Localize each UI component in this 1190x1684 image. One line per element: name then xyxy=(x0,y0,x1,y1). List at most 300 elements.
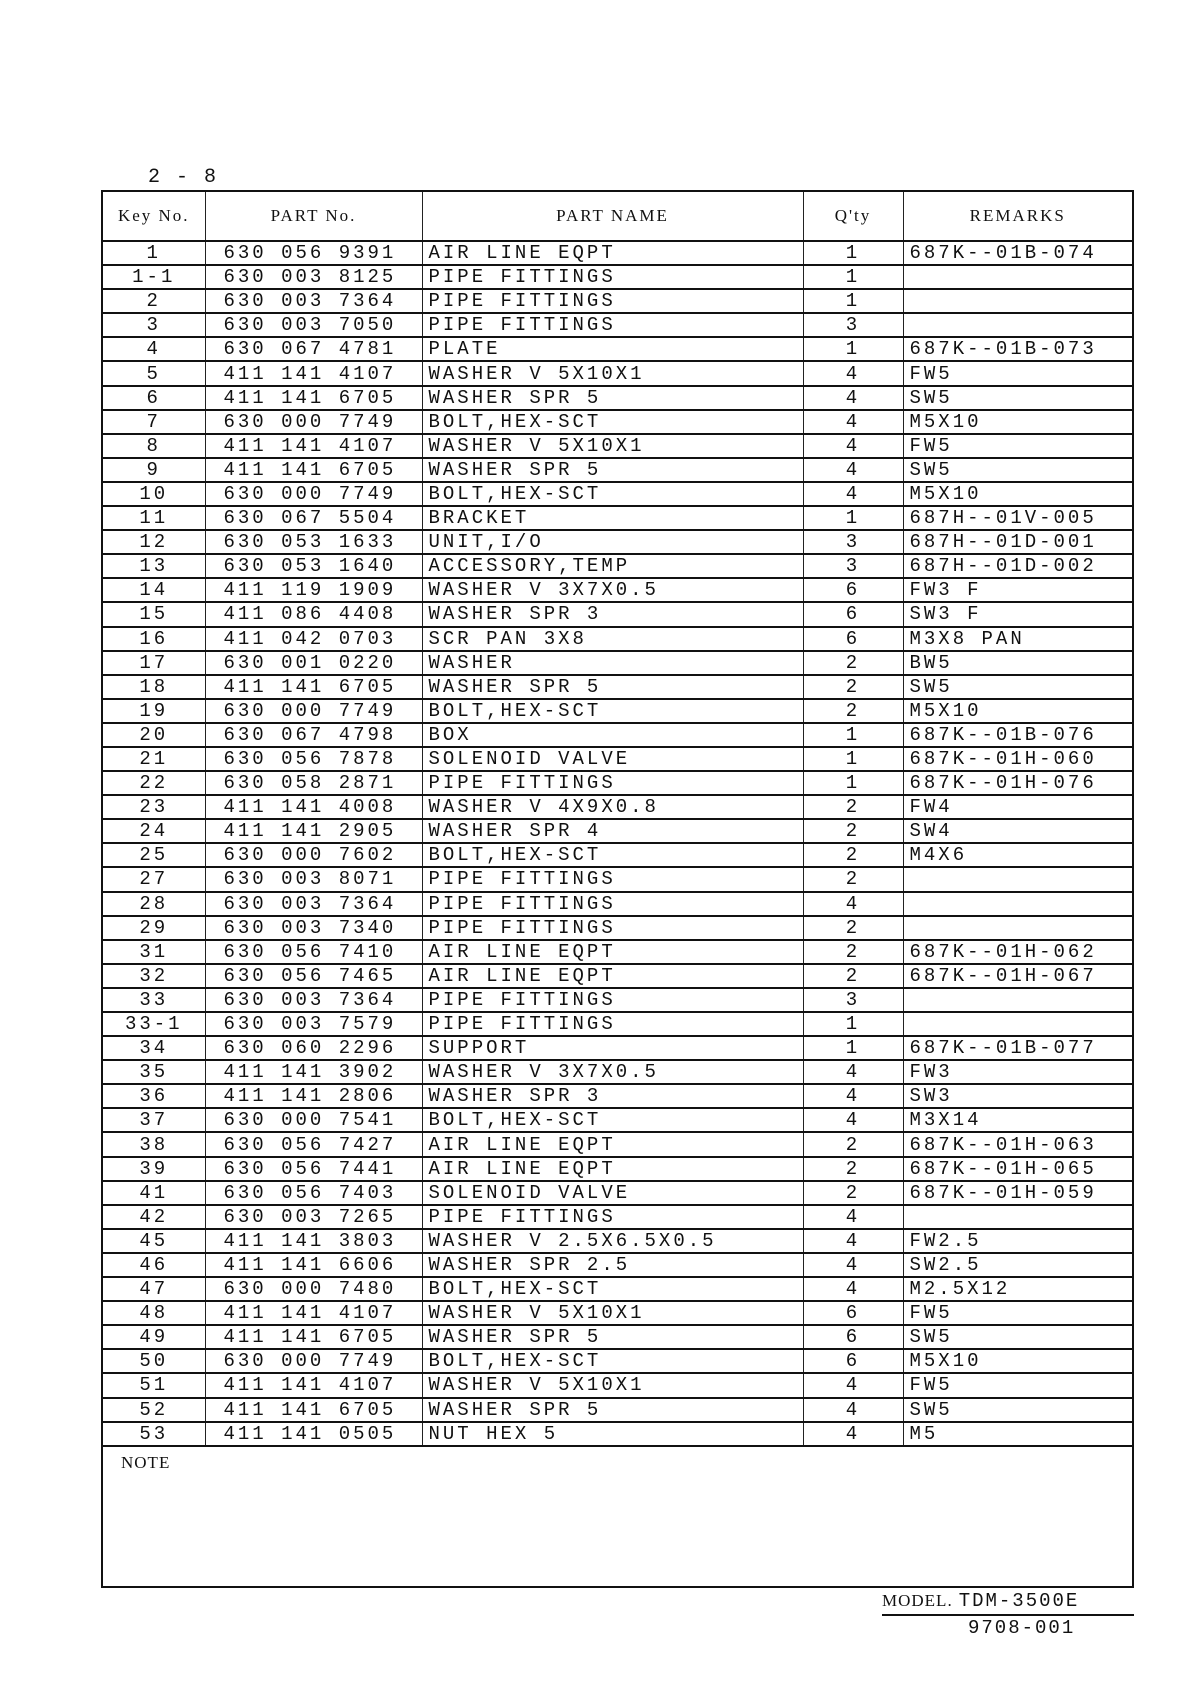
table-row xyxy=(103,988,1132,1012)
part-no-cell: 630 000 7749 xyxy=(205,699,422,723)
part-no-cell: 630 001 0220 xyxy=(205,651,422,675)
table-row xyxy=(103,1277,1132,1301)
remarks-cell: FW3 xyxy=(903,1060,1132,1084)
table-row xyxy=(103,1012,1132,1036)
qty-cell: 6 xyxy=(803,1325,903,1349)
part-no-cell: 630 003 8125 xyxy=(205,265,422,289)
remarks-cell xyxy=(903,916,1132,940)
qty-cell: 1 xyxy=(803,265,903,289)
key-no-cell: 12 xyxy=(103,530,205,554)
part-name-cell: UNIT,I/O xyxy=(422,530,803,554)
note-label: NOTE xyxy=(121,1452,171,1472)
remarks-cell xyxy=(903,1205,1132,1229)
part-name-cell: AIR LINE EQPT xyxy=(422,241,803,265)
qty-cell: 2 xyxy=(803,675,903,699)
part-no-cell: 411 141 6705 xyxy=(205,458,422,482)
parts-list-sheet xyxy=(101,190,1134,1588)
part-name-cell: PIPE FITTINGS xyxy=(422,313,803,337)
part-name-cell: AIR LINE EQPT xyxy=(422,964,803,988)
remarks-cell: 687K--01H-063 xyxy=(903,1132,1132,1156)
part-name-cell: WASHER SPR 5 xyxy=(422,675,803,699)
part-name-cell: WASHER SPR 2.5 xyxy=(422,1253,803,1277)
key-no-cell: 21 xyxy=(103,747,205,771)
table-row xyxy=(103,723,1132,747)
key-no-cell: 17 xyxy=(103,651,205,675)
remarks-cell: SW4 xyxy=(903,819,1132,843)
key-no-cell: 11 xyxy=(103,506,205,530)
qty-cell: 4 xyxy=(803,1060,903,1084)
remarks-cell: M5X10 xyxy=(903,482,1132,506)
part-name-cell: WASHER SPR 4 xyxy=(422,819,803,843)
remarks-cell: M2.5X12 xyxy=(903,1277,1132,1301)
part-no-cell: 411 141 0505 xyxy=(205,1422,422,1446)
part-no-cell: 411 042 0703 xyxy=(205,627,422,651)
part-name-cell: AIR LINE EQPT xyxy=(422,940,803,964)
key-no-cell: 16 xyxy=(103,627,205,651)
remarks-cell: 687K--01B-074 xyxy=(903,241,1132,265)
key-no-cell: 33 xyxy=(103,988,205,1012)
remarks-cell: M3X8 PAN xyxy=(903,627,1132,651)
remarks-cell: 687K--01H-059 xyxy=(903,1181,1132,1205)
table-row xyxy=(103,651,1132,675)
qty-cell: 4 xyxy=(803,482,903,506)
part-name-cell: BOLT,HEX-SCT xyxy=(422,699,803,723)
part-name-cell: PIPE FITTINGS xyxy=(422,892,803,916)
table-row xyxy=(103,1060,1132,1084)
part-name-cell: NUT HEX 5 xyxy=(422,1422,803,1446)
part-name-cell: BOLT,HEX-SCT xyxy=(422,1108,803,1132)
part-no-cell: 411 141 4107 xyxy=(205,434,422,458)
part-no-cell: 411 141 2905 xyxy=(205,819,422,843)
part-no-cell: 630 053 1640 xyxy=(205,554,422,578)
table-row xyxy=(103,1108,1132,1132)
qty-cell: 4 xyxy=(803,1277,903,1301)
key-no-cell: 14 xyxy=(103,578,205,602)
key-no-cell: 6 xyxy=(103,386,205,410)
qty-cell: 3 xyxy=(803,988,903,1012)
page-number: 2 - 8 xyxy=(148,166,219,189)
part-name-cell: WASHER SPR 3 xyxy=(422,1084,803,1108)
remarks-cell: FW4 xyxy=(903,795,1132,819)
part-no-cell: 630 000 7541 xyxy=(205,1108,422,1132)
part-no-cell: 630 056 7403 xyxy=(205,1181,422,1205)
part-no-cell: 630 003 7579 xyxy=(205,1012,422,1036)
key-no-cell: 19 xyxy=(103,699,205,723)
table-row xyxy=(103,964,1132,988)
key-no-cell: 29 xyxy=(103,916,205,940)
part-name-cell: PIPE FITTINGS xyxy=(422,988,803,1012)
qty-cell: 1 xyxy=(803,747,903,771)
part-name-cell: PLATE xyxy=(422,337,803,361)
part-no-cell: 411 141 2806 xyxy=(205,1084,422,1108)
table-row xyxy=(103,1157,1132,1181)
part-name-cell: WASHER V 4X9X0.8 xyxy=(422,795,803,819)
qty-cell: 6 xyxy=(803,627,903,651)
key-no-cell: 52 xyxy=(103,1398,205,1422)
qty-cell: 1 xyxy=(803,506,903,530)
qty-cell: 4 xyxy=(803,458,903,482)
remarks-cell: FW5 xyxy=(903,1301,1132,1325)
part-no-cell: 411 141 4107 xyxy=(205,1301,422,1325)
qty-cell: 2 xyxy=(803,916,903,940)
key-no-cell: 31 xyxy=(103,940,205,964)
qty-cell: 1 xyxy=(803,289,903,313)
key-no-cell: 36 xyxy=(103,1084,205,1108)
table-row xyxy=(103,313,1132,337)
part-name-cell: AIR LINE EQPT xyxy=(422,1157,803,1181)
part-no-cell: 630 067 4781 xyxy=(205,337,422,361)
table-row xyxy=(103,675,1132,699)
part-name-cell: PIPE FITTINGS xyxy=(422,1205,803,1229)
part-no-cell: 630 056 9391 xyxy=(205,241,422,265)
part-name-cell: PIPE FITTINGS xyxy=(422,1012,803,1036)
part-name-cell: PIPE FITTINGS xyxy=(422,916,803,940)
qty-cell: 3 xyxy=(803,530,903,554)
key-no-cell: 34 xyxy=(103,1036,205,1060)
part-name-cell: PIPE FITTINGS xyxy=(422,265,803,289)
key-no-cell: 53 xyxy=(103,1422,205,1446)
key-no-cell: 23 xyxy=(103,795,205,819)
remarks-cell: FW5 xyxy=(903,1373,1132,1397)
part-no-cell: 630 003 7340 xyxy=(205,916,422,940)
part-name-cell: AIR LINE EQPT xyxy=(422,1132,803,1156)
remarks-cell: SW2.5 xyxy=(903,1253,1132,1277)
remarks-cell: SW3 xyxy=(903,1084,1132,1108)
key-no-cell: 8 xyxy=(103,434,205,458)
key-no-cell: 42 xyxy=(103,1205,205,1229)
table-row xyxy=(103,530,1132,554)
part-no-cell: 630 056 7410 xyxy=(205,940,422,964)
part-no-cell: 630 000 7480 xyxy=(205,1277,422,1301)
table-row xyxy=(103,410,1132,434)
remarks-cell: M5X10 xyxy=(903,410,1132,434)
part-name-cell: PIPE FITTINGS xyxy=(422,771,803,795)
part-no-cell: 630 058 2871 xyxy=(205,771,422,795)
part-name-cell: WASHER SPR 3 xyxy=(422,602,803,626)
part-no-cell: 630 067 5504 xyxy=(205,506,422,530)
key-no-cell: 9 xyxy=(103,458,205,482)
part-no-cell: 630 003 7364 xyxy=(205,289,422,313)
table-row xyxy=(103,386,1132,410)
remarks-cell: SW5 xyxy=(903,458,1132,482)
remarks-cell: SW5 xyxy=(903,1398,1132,1422)
part-name-cell: PIPE FITTINGS xyxy=(422,867,803,891)
part-name-cell: WASHER V 3X7X0.5 xyxy=(422,1060,803,1084)
part-name-cell: SUPPORT xyxy=(422,1036,803,1060)
table-row xyxy=(103,1398,1132,1422)
key-no-cell: 32 xyxy=(103,964,205,988)
remarks-cell xyxy=(903,1012,1132,1036)
remarks-cell: 687H--01D-001 xyxy=(903,530,1132,554)
parts-table xyxy=(103,192,1132,1447)
qty-cell: 1 xyxy=(803,723,903,747)
key-no-cell: 51 xyxy=(103,1373,205,1397)
qty-cell: 2 xyxy=(803,819,903,843)
qty-cell: 4 xyxy=(803,1422,903,1446)
remarks-cell: 687H--01V-005 xyxy=(903,506,1132,530)
part-no-cell: 630 056 7427 xyxy=(205,1132,422,1156)
table-row xyxy=(103,940,1132,964)
part-no-cell: 630 056 7441 xyxy=(205,1157,422,1181)
table-row xyxy=(103,771,1132,795)
key-no-cell: 24 xyxy=(103,819,205,843)
part-no-cell: 411 141 3902 xyxy=(205,1060,422,1084)
part-name-cell: BOX xyxy=(422,723,803,747)
table-row xyxy=(103,916,1132,940)
qty-cell: 1 xyxy=(803,1012,903,1036)
part-no-cell: 411 141 3803 xyxy=(205,1229,422,1253)
part-no-cell: 411 141 6705 xyxy=(205,1398,422,1422)
table-row xyxy=(103,795,1132,819)
part-name-cell: WASHER V 5X10X1 xyxy=(422,434,803,458)
qty-cell: 4 xyxy=(803,1398,903,1422)
model-label: MODEL. xyxy=(882,1591,953,1610)
part-name-cell: WASHER V 2.5X6.5X0.5 xyxy=(422,1229,803,1253)
remarks-cell: SW5 xyxy=(903,1325,1132,1349)
model-value: TDM-3500E xyxy=(958,1590,1080,1612)
qty-cell: 6 xyxy=(803,578,903,602)
table-row xyxy=(103,506,1132,530)
part-no-cell: 411 141 6606 xyxy=(205,1253,422,1277)
key-no-cell: 45 xyxy=(103,1229,205,1253)
remarks-cell: SW5 xyxy=(903,675,1132,699)
part-no-cell: 411 141 6705 xyxy=(205,1325,422,1349)
qty-cell: 2 xyxy=(803,1157,903,1181)
remarks-cell: 687K--01H-067 xyxy=(903,964,1132,988)
table-row xyxy=(103,892,1132,916)
qty-cell: 6 xyxy=(803,1301,903,1325)
key-no-cell: 27 xyxy=(103,867,205,891)
qty-cell: 4 xyxy=(803,1229,903,1253)
key-no-cell: 41 xyxy=(103,1181,205,1205)
key-no-cell: 1-1 xyxy=(103,265,205,289)
header-part-no: PART No. xyxy=(205,192,422,241)
table-row xyxy=(103,1229,1132,1253)
remarks-cell: 687K--01B-077 xyxy=(903,1036,1132,1060)
part-name-cell: WASHER V 5X10X1 xyxy=(422,361,803,385)
key-no-cell: 46 xyxy=(103,1253,205,1277)
qty-cell: 4 xyxy=(803,1205,903,1229)
part-no-cell: 630 060 2296 xyxy=(205,1036,422,1060)
key-no-cell: 35 xyxy=(103,1060,205,1084)
part-name-cell: WASHER V 3X7X0.5 xyxy=(422,578,803,602)
header-qty: Q'ty xyxy=(803,192,903,241)
table-row xyxy=(103,867,1132,891)
key-no-cell: 47 xyxy=(103,1277,205,1301)
qty-cell: 4 xyxy=(803,1108,903,1132)
header-remarks: REMARKS xyxy=(903,192,1132,241)
table-body xyxy=(103,241,1132,1446)
key-no-cell: 25 xyxy=(103,843,205,867)
table-row xyxy=(103,482,1132,506)
table-row xyxy=(103,1422,1132,1446)
part-name-cell: WASHER V 5X10X1 xyxy=(422,1301,803,1325)
qty-cell: 4 xyxy=(803,410,903,434)
remarks-cell: SW5 xyxy=(903,386,1132,410)
part-no-cell: 411 141 4107 xyxy=(205,1373,422,1397)
key-no-cell: 33-1 xyxy=(103,1012,205,1036)
part-no-cell: 630 000 7749 xyxy=(205,1349,422,1373)
part-name-cell: BOLT,HEX-SCT xyxy=(422,410,803,434)
qty-cell: 3 xyxy=(803,313,903,337)
part-no-cell: 630 053 1633 xyxy=(205,530,422,554)
remarks-cell xyxy=(903,289,1132,313)
part-no-cell: 630 000 7749 xyxy=(205,482,422,506)
part-name-cell: SOLENOID VALVE xyxy=(422,747,803,771)
part-no-cell: 630 003 7364 xyxy=(205,988,422,1012)
key-no-cell: 15 xyxy=(103,602,205,626)
qty-cell: 4 xyxy=(803,892,903,916)
key-no-cell: 37 xyxy=(103,1108,205,1132)
remarks-cell xyxy=(903,313,1132,337)
remarks-cell xyxy=(903,867,1132,891)
qty-cell: 2 xyxy=(803,699,903,723)
qty-cell: 2 xyxy=(803,964,903,988)
remarks-cell: FW5 xyxy=(903,361,1132,385)
key-no-cell: 10 xyxy=(103,482,205,506)
header-part-name: PART NAME xyxy=(422,192,803,241)
remarks-cell: M5X10 xyxy=(903,699,1132,723)
table-row xyxy=(103,458,1132,482)
remarks-cell: BW5 xyxy=(903,651,1132,675)
remarks-cell: M5 xyxy=(903,1422,1132,1446)
qty-cell: 2 xyxy=(803,1181,903,1205)
table-row xyxy=(103,1205,1132,1229)
qty-cell: 1 xyxy=(803,1036,903,1060)
table-row xyxy=(103,1036,1132,1060)
part-no-cell: 630 003 7265 xyxy=(205,1205,422,1229)
table-row xyxy=(103,1132,1132,1156)
part-no-cell: 630 056 7878 xyxy=(205,747,422,771)
key-no-cell: 4 xyxy=(103,337,205,361)
part-name-cell: BOLT,HEX-SCT xyxy=(422,1349,803,1373)
qty-cell: 1 xyxy=(803,337,903,361)
key-no-cell: 5 xyxy=(103,361,205,385)
qty-cell: 6 xyxy=(803,1349,903,1373)
part-no-cell: 411 141 6705 xyxy=(205,386,422,410)
key-no-cell: 50 xyxy=(103,1349,205,1373)
table-row xyxy=(103,578,1132,602)
qty-cell: 4 xyxy=(803,361,903,385)
remarks-cell: 687K--01H-065 xyxy=(903,1157,1132,1181)
table-row xyxy=(103,434,1132,458)
table-row xyxy=(103,1325,1132,1349)
part-no-cell: 411 141 4008 xyxy=(205,795,422,819)
remarks-cell: 687K--01B-073 xyxy=(903,337,1132,361)
part-no-cell: 630 000 7602 xyxy=(205,843,422,867)
key-no-cell: 7 xyxy=(103,410,205,434)
table-row xyxy=(103,747,1132,771)
remarks-cell: 687K--01H-062 xyxy=(903,940,1132,964)
qty-cell: 4 xyxy=(803,386,903,410)
table-row xyxy=(103,337,1132,361)
part-name-cell: WASHER SPR 5 xyxy=(422,1325,803,1349)
table-row xyxy=(103,361,1132,385)
table-row xyxy=(103,241,1132,265)
remarks-cell: FW5 xyxy=(903,434,1132,458)
qty-cell: 2 xyxy=(803,843,903,867)
table-row xyxy=(103,1181,1132,1205)
remarks-cell xyxy=(903,988,1132,1012)
part-name-cell: WASHER SPR 5 xyxy=(422,458,803,482)
qty-cell: 1 xyxy=(803,771,903,795)
qty-cell: 6 xyxy=(803,602,903,626)
qty-cell: 3 xyxy=(803,554,903,578)
key-no-cell: 1 xyxy=(103,241,205,265)
table-row xyxy=(103,1349,1132,1373)
key-no-cell: 28 xyxy=(103,892,205,916)
part-name-cell: WASHER xyxy=(422,651,803,675)
remarks-cell: FW2.5 xyxy=(903,1229,1132,1253)
remarks-cell: SW3 F xyxy=(903,602,1132,626)
document-code: 9708-001 xyxy=(968,1617,1076,1639)
key-no-cell: 3 xyxy=(103,313,205,337)
qty-cell: 2 xyxy=(803,1132,903,1156)
remarks-cell: M5X10 xyxy=(903,1349,1132,1373)
key-no-cell: 18 xyxy=(103,675,205,699)
key-no-cell: 38 xyxy=(103,1132,205,1156)
part-no-cell: 411 086 4408 xyxy=(205,602,422,626)
part-no-cell: 630 067 4798 xyxy=(205,723,422,747)
remarks-cell xyxy=(903,265,1132,289)
remarks-cell: 687K--01B-076 xyxy=(903,723,1132,747)
part-no-cell: 630 003 7050 xyxy=(205,313,422,337)
table-row xyxy=(103,289,1132,313)
part-no-cell: 411 141 6705 xyxy=(205,675,422,699)
part-no-cell: 630 000 7749 xyxy=(205,410,422,434)
part-name-cell: WASHER V 5X10X1 xyxy=(422,1373,803,1397)
remarks-cell: 687H--01D-002 xyxy=(903,554,1132,578)
qty-cell: 4 xyxy=(803,1373,903,1397)
remarks-cell xyxy=(903,892,1132,916)
part-name-cell: PIPE FITTINGS xyxy=(422,289,803,313)
part-name-cell: SCR PAN 3X8 xyxy=(422,627,803,651)
table-header-row xyxy=(103,192,1132,241)
qty-cell: 4 xyxy=(803,1253,903,1277)
qty-cell: 4 xyxy=(803,434,903,458)
part-name-cell: BOLT,HEX-SCT xyxy=(422,843,803,867)
remarks-cell: M4X6 xyxy=(903,843,1132,867)
key-no-cell: 13 xyxy=(103,554,205,578)
table-row xyxy=(103,1301,1132,1325)
qty-cell: 2 xyxy=(803,940,903,964)
table-row xyxy=(103,554,1132,578)
table-row xyxy=(103,627,1132,651)
part-no-cell: 630 056 7465 xyxy=(205,964,422,988)
part-name-cell: BOLT,HEX-SCT xyxy=(422,482,803,506)
remarks-cell: 687K--01H-060 xyxy=(903,747,1132,771)
qty-cell: 1 xyxy=(803,241,903,265)
qty-cell: 2 xyxy=(803,651,903,675)
table-row xyxy=(103,819,1132,843)
remarks-cell: M3X14 xyxy=(903,1108,1132,1132)
table-row xyxy=(103,1373,1132,1397)
remarks-cell: FW3 F xyxy=(903,578,1132,602)
header-key-no: Key No. xyxy=(103,192,205,241)
part-name-cell: WASHER SPR 5 xyxy=(422,386,803,410)
part-no-cell: 411 141 4107 xyxy=(205,361,422,385)
part-no-cell: 630 003 8071 xyxy=(205,867,422,891)
qty-cell: 4 xyxy=(803,1084,903,1108)
table-row xyxy=(103,1084,1132,1108)
part-name-cell: BRACKET xyxy=(422,506,803,530)
part-name-cell: BOLT,HEX-SCT xyxy=(422,1277,803,1301)
qty-cell: 2 xyxy=(803,867,903,891)
part-no-cell: 411 119 1909 xyxy=(205,578,422,602)
key-no-cell: 48 xyxy=(103,1301,205,1325)
table-row xyxy=(103,602,1132,626)
key-no-cell: 49 xyxy=(103,1325,205,1349)
